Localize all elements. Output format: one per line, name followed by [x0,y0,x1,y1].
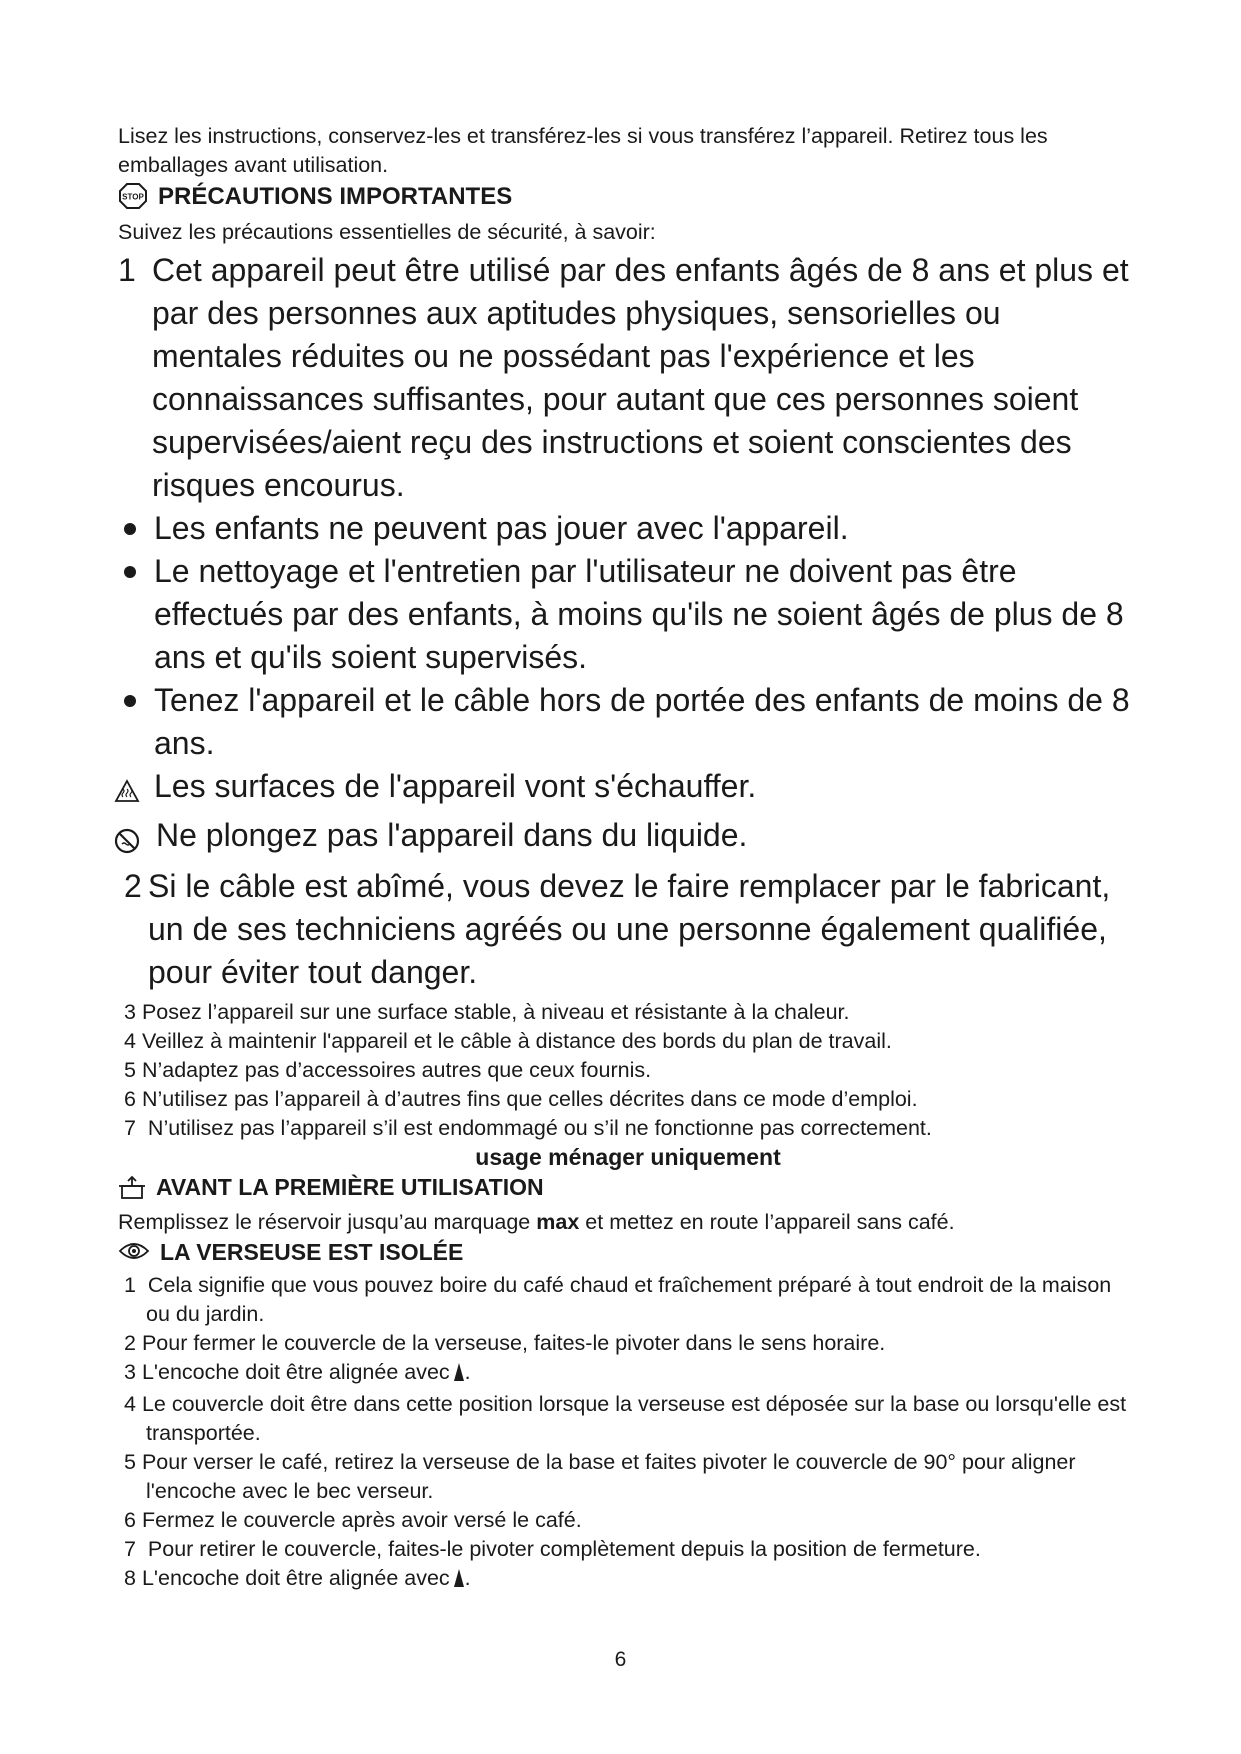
item-number: 2 [124,1331,136,1355]
stop-icon [118,182,148,218]
small-list [118,998,1138,1143]
item-text: Si le câble est abîmé, vous devez le faire remplacer par le fabricant, un de ses techniciens agréés ou une personne également qualifiée, pour éviter tout danger. [148,868,1111,990]
item-text: N’utilisez pas l’appareil à d’autres fins que celles décrites dans ce mode d’emploi. [141,1087,918,1111]
no-immerse-text: Ne plongez pas l'appareil dans du liquide. [156,817,748,853]
hot-surface-warning [118,765,1138,814]
item-number: 7 [124,1116,136,1140]
item-text: N’utilisez pas l’appareil s’il est endommagé ou s’il ne fonctionne pas correctement. [147,1116,932,1140]
bullet-icon [124,523,136,535]
svg-text:STOP: STOP [122,192,144,202]
before-first-use-heading [118,1172,1138,1208]
before-first-use-text-end: et mettez en route l’appareil sans café. [585,1210,955,1234]
before-first-use-text-start: Remplissez le réservoir jusqu’au marquage [118,1210,531,1234]
item-text: Pour verser le café, retirez la verseuse de la base et faites pivoter le couvercle de 90° pour aligner l'encoche avec le bec verseur. [141,1450,1076,1503]
list-item [124,1271,1138,1329]
item-text: Fermez le couvercle après avoir versé le café. [141,1508,582,1532]
precautions-heading [118,181,1138,218]
eye-icon [118,1239,150,1271]
item-number: 2 [124,868,142,904]
item-number: 4 [124,1392,136,1416]
item-number: 3 [124,1000,136,1024]
notch-marker-icon [453,1567,465,1596]
item-number: 5 [124,1450,136,1474]
hot-surface-warning-icon [114,771,140,814]
list-item [124,1114,1138,1143]
list-item [124,1506,1138,1535]
item-text: Tenez l'appareil et le câble hors de portée des enfants de moins de 8 ans. [154,682,1130,761]
large-list [118,249,1138,994]
list-item [118,679,1138,765]
insulated-heading [118,1237,1138,1271]
item-number: 5 [124,1058,136,1082]
list-item [124,1085,1138,1114]
item-number: 8 [124,1566,136,1590]
item-number: 6 [124,1087,136,1111]
no-immerse-icon [114,822,140,865]
hot-surface-text: Les surfaces de l'appareil vont s'échauffer. [154,768,757,804]
item-number: 3 [124,1360,136,1384]
document-page [118,122,1138,1596]
list-item [124,1390,1138,1448]
precautions-subtitle: Suivez les précautions essentielles de sécurité, à savoir: [118,220,656,244]
item-text: Veillez à maintenir l'appareil et le câble à distance des bords du plan de travail. [141,1029,892,1053]
item-text: Le nettoyage et l'entretien par l'utilisateur ne doivent pas être effectués par des enfants, à moins qu'ils ne soient âgés de plus de 8 ans et qu'ils soient supervisés. [154,553,1124,675]
no-immerse-warning [118,814,1138,865]
list-item [124,1535,1138,1564]
page-number: 6 [614,1648,627,1671]
before-first-use-title: AVANT LA PREMIÈRE UTILISATION [156,1174,544,1200]
list-item [118,865,1138,994]
item-text: Pour retirer le couvercle, faites-le pivoter complètement depuis la position de fermeture. [147,1537,981,1561]
precautions-title: PRÉCAUTIONS IMPORTANTES [158,183,513,210]
intro-text: Lisez les instructions, conservez-les et transférez-les si vous transférez l’appareil. Retirez tous les emballages avant utilisation. [118,124,1048,177]
item-text: L'encoche doit être alignée avec [141,1566,450,1590]
item-number: 4 [124,1029,136,1053]
item-text: Les enfants ne peuvent pas jouer avec l'appareil. [154,510,849,546]
item-text: Cet appareil peut être utilisé par des enfants âgés de 8 ans et plus et par des personnes aux aptitudes physiques, sensorielles ou mentales réduites ou ne possédant pas l'expérience et les connaissances suffisantes, pour autant que ces personnes soient supervisées/aient reçu des instructions et soient conscientes des risques encourus. [152,252,1129,503]
bullet-icon [124,695,136,707]
item-text: N’adaptez pas d’accessoires autres que ceux fournis. [141,1058,652,1082]
item-text: Pour fermer le couvercle de la verseuse, faites-le pivoter dans le sens horaire. [141,1331,886,1355]
list-item [124,1056,1138,1085]
item-text: Le couvercle doit être dans cette position lorsque la verseuse est déposée sur la base ou lorsqu'elle est transportée. [141,1392,1127,1445]
list-item [124,998,1138,1027]
item-number: 6 [124,1508,136,1532]
notch-marker-icon [453,1361,465,1390]
item-text: Posez l’appareil sur une surface stable, à niveau et résistante à la chaleur. [141,1000,850,1024]
insulated-title: LA VERSEUSE EST ISOLÉE [160,1239,464,1265]
list-item: 3 L'encoche doit être alignée avec . [124,1358,1138,1390]
household-use-note: usage ménager uniquement [475,1144,781,1170]
list-item [124,1027,1138,1056]
list-item [118,550,1138,679]
list-item [124,1329,1138,1358]
item-text: L'encoche doit être alignée avec [141,1360,450,1384]
max-label: max [536,1210,580,1234]
list-item [118,249,1138,507]
before-first-use-text [118,1208,1138,1237]
insulated-list [118,1271,1138,1596]
bullet-icon [124,566,136,578]
item-text: Cela signifie que vous pouvez boire du café chaud et fraîchement préparé à tout endroit de la maison ou du jardin. [146,1273,1112,1326]
item-number: 1 [124,1273,136,1297]
list-item [124,1448,1138,1506]
list-item [118,507,1138,550]
item-number: 7 [124,1537,136,1561]
unbox-icon [118,1174,146,1208]
item-number: 1 [118,252,136,288]
list-item: 8 L'encoche doit être alignée avec . [124,1564,1138,1596]
